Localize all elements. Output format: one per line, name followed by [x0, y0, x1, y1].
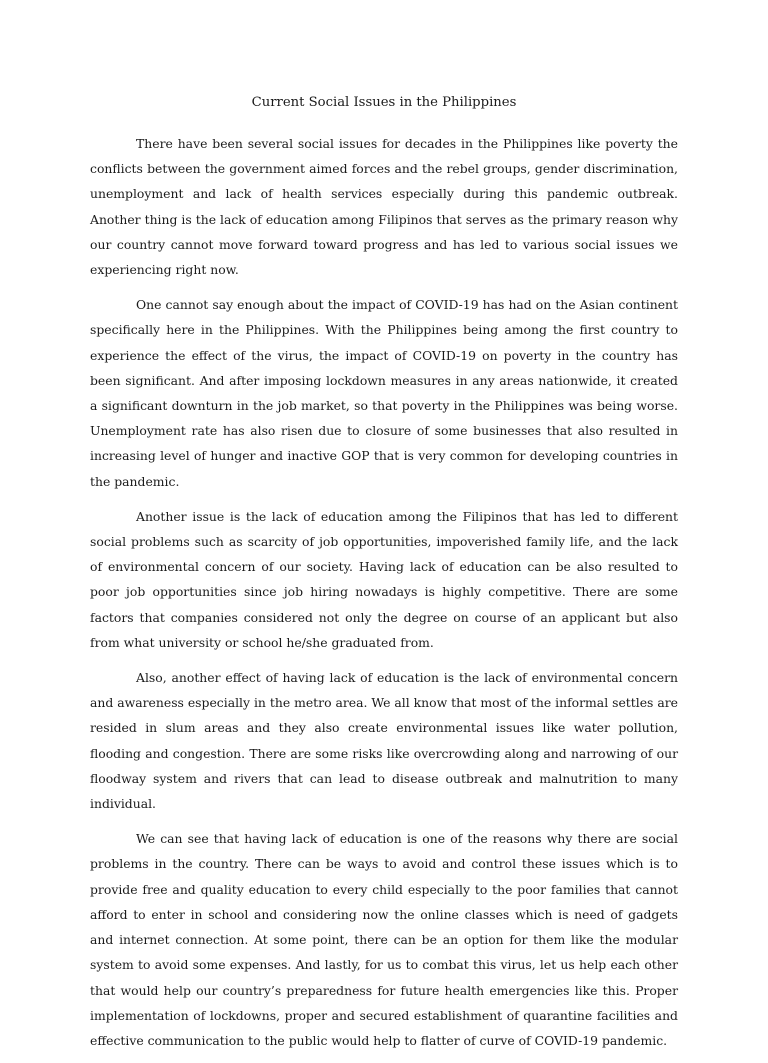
paragraph-3: Another issue is the lack of education among the Filipinos that has led to different social problems such as scarcity of job opportunities, impoverished family life, and the lack of environmental concern of our society. Having lack of education can be also resulted to poor job opportunities since job hiring nowadays is highly competitive. There are some factors that companies considered not only the degree on course of an applicant but also from what university or school he/she graduated from. — [90, 508, 678, 650]
paragraph-4: Also, another effect of having lack of education is the lack of environmental concern and awareness especially in the metro area. We all know that most of the informal settles are resided in slum areas and they also create environmental issues like water pollution, flooding and congestion. There are some risks like overcrowding along and narrowing of our floodway system and rivers that can lead to disease outbreak and malnutrition to many individual. — [90, 670, 678, 812]
document-title: Current Social Issues in the Philippines — [251, 95, 517, 110]
paragraph-1: There have been several social issues for decades in the Philippines like poverty the conflicts between the government aimed forces and the rebel groups, gender discrimination, unemployment and lack of health services especially during this pandemic outbreak. Another thing is the lack of education among Filipinos that serves as the primary reason why our country cannot move forward toward progress and has led to various social issues we experiencing right now. — [90, 136, 678, 278]
document-body — [90, 131, 678, 1063]
paragraph-5: We can see that having lack of education is one of the reasons why there are social problems in the country. There can be ways to avoid and control these issues which is to provide free and quality education to every child especially to the poor families that cannot afford to enter in school and considering now the online classes which is need of gadgets and internet connection. At some point, there can be an option for them like the modular system to avoid some expenses. And lastly, for us to combat this virus, let us help each other that would help our country’s preparedness for future health emergencies like this. Proper implementation of lockdowns, proper and secured establishment of quarantine facilities and effective communication to the public would help to flatter of curve of COVID-19 pandemic. — [90, 831, 678, 1048]
paragraph-2: One cannot say enough about the impact of COVID-19 has had on the Asian continent specifically here in the Philippines. With the Philippines being among the first country to experience the effect of the virus, the impact of COVID-19 on poverty in the country has been significant. And after imposing lockdown measures in any areas nationwide, it created a significant downturn in the job market, so that poverty in the Philippines was being worse. Unemployment rate has also risen due to closure of some businesses that also resulted in increasing level of hunger and inactive GOP that is very common for developing countries in the pandemic. — [90, 297, 678, 489]
